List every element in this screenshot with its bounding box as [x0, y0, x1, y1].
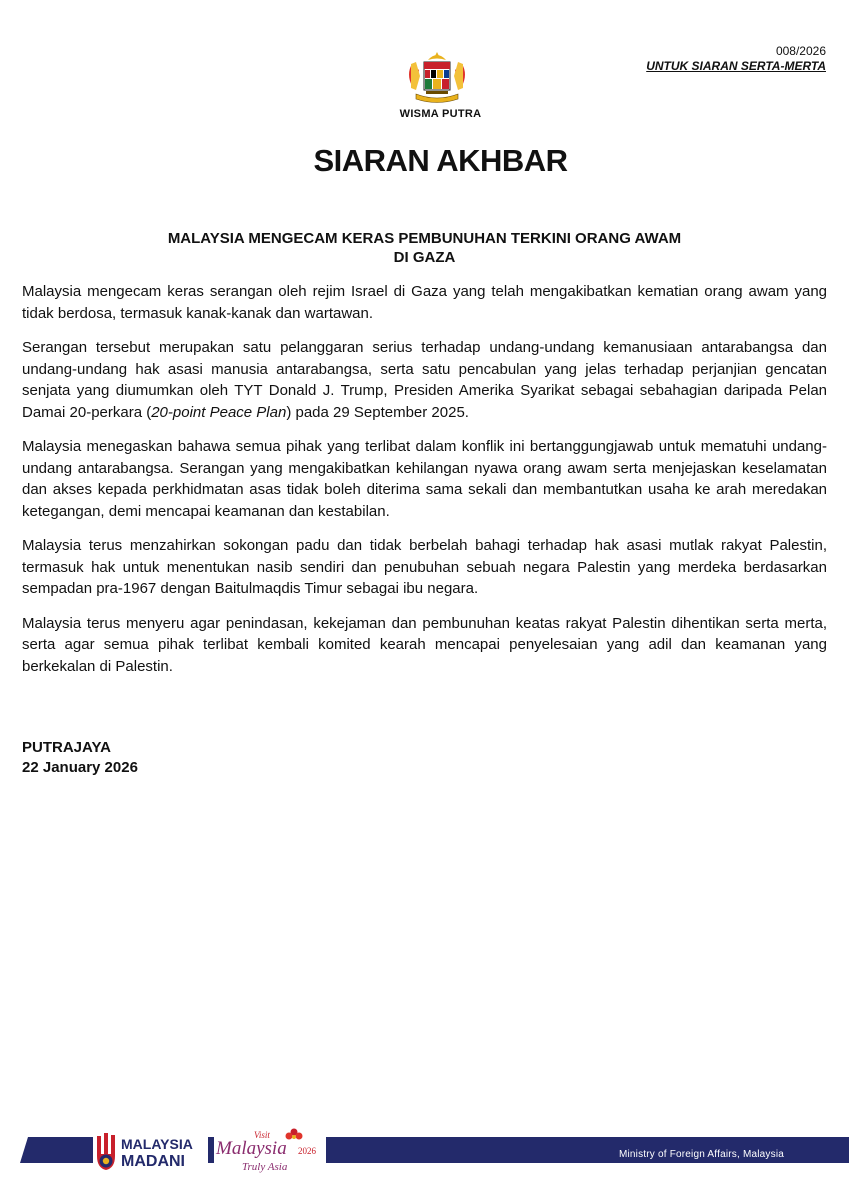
signoff-place: PUTRAJAYA: [22, 739, 111, 756]
headline-line-1: MALAYSIA MENGECAM KERAS PEMBUNUHAN TERKINI ORANG AWAM: [167, 230, 682, 247]
madani-line-2: MADANI: [121, 1153, 185, 1170]
paragraph-2-italic-term: 20-point Peace Plan: [151, 403, 287, 421]
signoff: [22, 738, 138, 778]
visit-word: Visit: [254, 1130, 270, 1140]
ministry-name: Ministry of Foreign Affairs, Malaysia: [618, 1149, 784, 1160]
press-release-headline: [22, 229, 827, 267]
paragraph-2-text: Serangan tersebut merupakan satu pelanggaran serius terhadap undang-undang kemanusiaan antarabangsa dan undang-undang hak asasi manusia antarabangsa, serta satu pencabulan yang jelas terhadap perjanjian gencatan senjata yang diumumkan oleh TYT Donald J. Trump, Presiden Amerika Syarikat sebagai sebahagian daripada Pelan Damai 20-perkara (: [22, 339, 827, 421]
paragraph-1: Malaysia mengecam keras serangan oleh rejim Israel di Gaza yang telah mengakibatkan kematian orang awam yang tidak berdosa, termasuk kanak-kanak dan wartawan.: [22, 283, 827, 322]
organization-name: WISMA PUTRA: [399, 108, 482, 120]
paragraph-2-text-end: ) pada 29 September 2025.: [286, 403, 469, 421]
madani-line-1: MALAYSIA: [121, 1136, 193, 1152]
paragraph-3: Malaysia menegaskan bahawa semua pihak yang terlibat dalam konflik ini bertanggungjawab untuk mematuhi undang-undang antarabangsa. Serangan yang mengakibatkan kehilangan nyawa orang awam serta menjejaskan keselamatan dan akses kepada perkhidmatan asas tidak boleh diterima sama sekali dan membantutkan usaha ke arah meredakan ketegangan, demi mencapai keamanan dan kestabilan.: [22, 438, 827, 520]
press-release-body: [22, 281, 827, 690]
malaysia-madani-logo: [93, 1130, 208, 1174]
headline-line-2: DI GAZA: [393, 249, 456, 266]
coat-of-arms-icon: [404, 50, 470, 106]
reference-number: 008/2026: [775, 44, 826, 58]
document-title: SIARAN AKHBAR: [313, 143, 568, 178]
visit-tagline: Truly Asia: [242, 1161, 288, 1173]
visit-brand: Malaysia: [216, 1138, 287, 1159]
release-label: UNTUK SIARAN SERTA-MERTA: [646, 59, 826, 73]
visit-year: 2026: [298, 1146, 316, 1156]
paragraph-2: [22, 337, 827, 423]
paragraph-4: Malaysia terus menzahirkan sokongan padu dan tidak berbelah bahagi terhadap hak asasi mutlak rakyat Palestin, termasuk hak untuk menentukan nasib sendiri dan penubuhan sebuah negara Palestin yang merdeka berdasarkan sempadan pra-1967 dengan Baitulmaqdis Timur sebagai ibu negara.: [22, 537, 827, 597]
reference-block: [646, 44, 826, 74]
visit-malaysia-2026-logo: [214, 1122, 326, 1176]
paragraph-5: Malaysia terus menyeru agar penindasan, kekejaman dan pembunuhan keatas rakyat Palestin dihentikan serta merta, serta agar semua pihak terlibat kembali komited kearah mencapai penyelesaian yang adil dan keamanan yang berkekalan di Palestin.: [22, 614, 827, 675]
signoff-date: 22 January 2026: [22, 759, 138, 776]
